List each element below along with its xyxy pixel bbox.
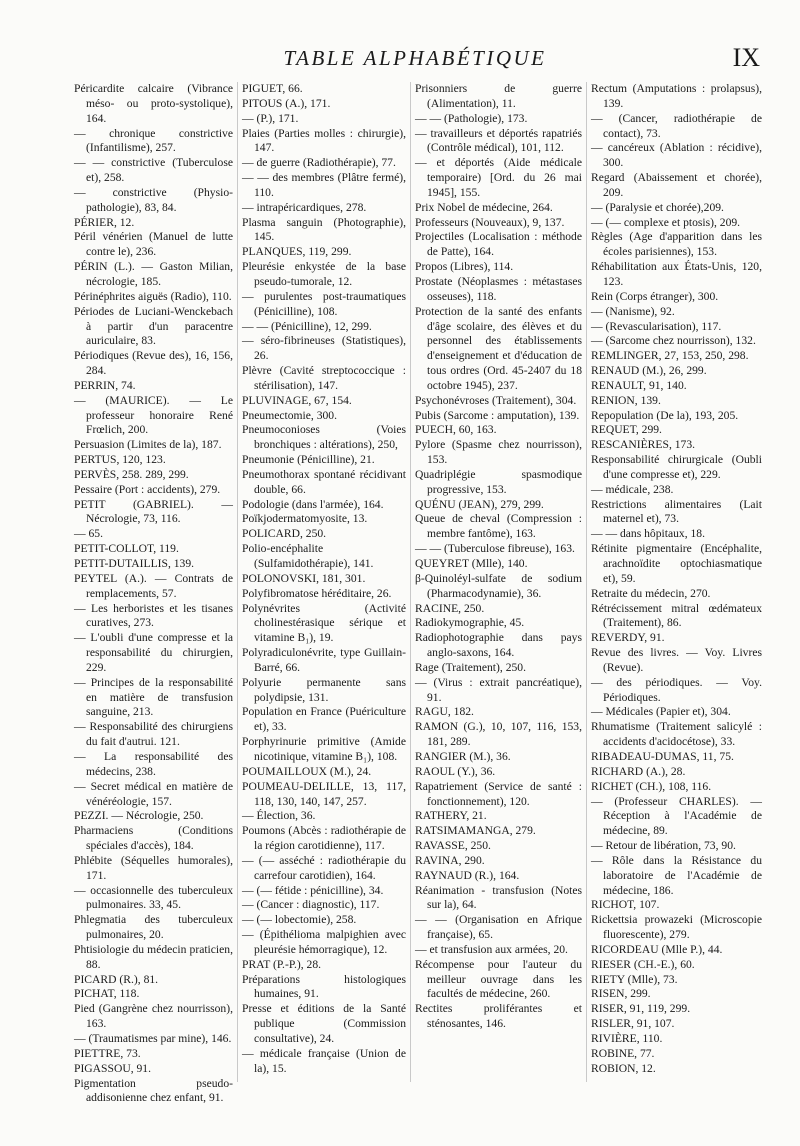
index-entry: Population en France (Puériculture et), 33. xyxy=(242,705,406,734)
index-entry: RAGU, 182. xyxy=(415,705,474,719)
index-entry: Pneumothorax spontané récidivant double, 66. xyxy=(242,467,406,496)
index-entry: — Responsabilité des chirurgiens du fait d'autrui. 121. xyxy=(74,720,233,749)
index-entry: PERTUS, 120, 123. xyxy=(74,453,166,467)
index-entry: Pneumectomie, 300. xyxy=(242,408,337,422)
index-entry: RATHERY, 21. xyxy=(415,809,487,823)
index-entry: PÉRIN (L.). — Gaston Milian, nécrologie, 185. xyxy=(74,260,233,288)
index-entry: — 65. xyxy=(74,527,103,541)
index-entry: — séro-fibrineuses (Statistiques), 26. xyxy=(242,334,406,363)
index-entry: RICHARD (A.), 28. xyxy=(591,764,686,778)
index-columns xyxy=(72,82,766,1105)
index-entry: Plasma sanguin (Photographie), 145. xyxy=(242,215,406,244)
index-entry: Rage (Traitement), 250. xyxy=(415,660,526,674)
index-entry: — (Épithélioma malpighien avec pleurésie hémorragique), 12. xyxy=(242,928,406,956)
index-entry: RISLER, 91, 107. xyxy=(591,1017,675,1031)
index-entry: Psychonévroses (Traitement), 304. xyxy=(415,393,577,407)
index-entry: Regard (Abaissement et chorée), 209. xyxy=(591,171,762,199)
index-entry: RIETY (Mlle), 73. xyxy=(591,972,678,986)
index-entry: RAVASSE, 250. xyxy=(415,839,491,853)
index-entry: PETIT-COLLOT, 119. xyxy=(74,542,179,556)
index-entry: RESCANIÈRES, 173. xyxy=(591,438,696,452)
index-entry: — — dans hôpitaux, 18. xyxy=(591,527,705,541)
index-entry: Rapatriement (Service de santé : fonctionnement), 120. xyxy=(415,779,582,808)
running-title: TABLE ALPHABÉTIQUE xyxy=(283,46,547,70)
index-entry: Quadriplégie spasmodique progressive, 153. xyxy=(415,467,582,496)
index-entry: Restrictions alimentaires (Lait maternel et), 73. xyxy=(591,497,762,526)
index-entry: Pleurésie enkystée de la base pseudo-tumorale, 12. xyxy=(242,260,406,288)
index-entry: RAVINA, 290. xyxy=(415,853,485,867)
index-entry: Podologie (dans l'armée), 164. xyxy=(242,497,384,511)
index-entry: — cancéreux (Ablation : récidive), 300. xyxy=(591,141,762,170)
index-entry: PÉRIER, 12. xyxy=(74,215,135,229)
index-entry: — (Professeur CHARLES). — Réception à l'Académie de médecine, 89. xyxy=(591,794,762,838)
index-entry: Radiokymographie, 45. xyxy=(415,616,525,630)
index-entry: Plaies (Parties molles : chirurgie), 147. xyxy=(242,126,406,155)
index-column-1 xyxy=(72,82,237,1105)
index-column-4 xyxy=(586,82,766,1082)
index-entry: RENAULT, 91, 140. xyxy=(591,378,687,392)
index-entry: Rétrécissement mitral œdémateux (Traitement), 86. xyxy=(591,601,762,630)
index-entry: — Retour de libération, 73, 90. xyxy=(591,839,736,853)
index-entry: — Rôle dans la Résistance du laboratoire de l'Académie de médecine, 186. xyxy=(591,853,762,897)
index-entry: — occasionnelle des tuberculeux pulmonaires. 33, 45. xyxy=(74,883,233,912)
index-entry: REMLINGER, 27, 153, 250, 298. xyxy=(591,349,749,363)
index-entry: — (Traumatismes par mine), 146. xyxy=(74,1032,232,1045)
index-entry: — — (Tuberculose fibreuse), 163. xyxy=(415,542,575,556)
index-entry: — intrapéricardiques, 278. xyxy=(242,200,367,214)
index-entry: Queue de cheval (Compression : membre fantôme), 163. xyxy=(415,512,582,541)
index-entry: PUECH, 60, 163. xyxy=(415,423,497,437)
index-entry: — travailleurs et déportés rapatriés (Contrôle médical), 101, 112. xyxy=(415,126,582,155)
index-entry: PRAT (P.-P.), 28. xyxy=(242,957,322,971)
index-entry: Propos (Libres), 114. xyxy=(415,260,514,274)
index-entry: PEYTEL (A.). — Contrats de remplacements, 57. xyxy=(74,571,233,600)
index-entry: Pneumonie (Pénicilline), 21. xyxy=(242,453,375,467)
index-entry: Retraite du médecin, 270. xyxy=(591,586,711,600)
index-entry: Responsabilité chirurgicale (Oubli d'une compresse et), 229. xyxy=(591,453,762,481)
index-entry: Poumons (Abcès : radiothérapie de la région carotidienne), 117. xyxy=(242,824,406,853)
index-entry: Réhabilitation aux États-Unis, 120, 123. xyxy=(591,260,762,288)
index-entry: — — (Pathologie), 173. xyxy=(415,111,528,125)
index-entry: Phlegmatia des tuberculeux pulmonaires, 20. xyxy=(74,913,233,942)
index-entry: Professeurs (Nouveaux), 9, 137. xyxy=(415,215,565,229)
index-entry: RAMON (G.), 10, 107, 116, 153, 181, 289. xyxy=(415,720,582,749)
index-entry: POLICARD, 250. xyxy=(242,527,327,541)
index-entry: Pharmaciens (Conditions spéciales d'accès), 184. xyxy=(74,824,233,853)
index-entry: — (Cancer : diagnostic), 117. xyxy=(242,898,380,912)
index-entry: — (— asséché : radiothérapie du carrefour carotidien), 164. xyxy=(242,853,406,882)
index-entry: RENAUD (M.), 26, 299. xyxy=(591,364,707,378)
index-entry: — (Revascularisation), 117. xyxy=(591,319,722,333)
index-entry: PLUVINAGE, 67, 154. xyxy=(242,393,352,407)
index-entry: Polio-encéphalite (Sulfamidothérapie), 141. xyxy=(242,542,374,570)
index-entry: — et transfusion aux armées, 20. xyxy=(415,942,568,956)
index-column-3 xyxy=(410,82,586,1082)
index-entry: Périnéphrites aiguës (Radio), 110. xyxy=(74,289,232,303)
index-entry: — des périodiques. — Voy. Périodiques. xyxy=(591,675,762,704)
index-entry: RACINE, 250. xyxy=(415,601,485,615)
index-entry: Poïkjodermatomyosite, 13. xyxy=(242,512,368,526)
index-entry: RENION, 139. xyxy=(591,393,661,407)
index-entry: — de guerre (Radiothérapie), 77. xyxy=(242,156,396,170)
index-entry: — — (Organisation en Afrique française), 65. xyxy=(415,913,582,942)
index-entry: Polyurie permanente sans polydipsie, 131. xyxy=(242,675,406,704)
index-entry: — Médicales (Papier et), 304. xyxy=(591,705,731,719)
index-entry: — (— complexe et ptosis), 209. xyxy=(591,215,741,229)
index-entry: — Élection, 36. xyxy=(242,809,316,823)
index-entry: Récompense pour l'auteur du meilleur ouvrage dans les facultés de médecine, 260. xyxy=(415,957,582,1001)
index-entry: PIGUET, 66. xyxy=(242,82,303,95)
index-entry: PETIT-DUTAILLIS, 139. xyxy=(74,557,195,570)
index-entry: Rétinite pigmentaire (Encéphalite, arachnoïdite optochiasmatique et), 59. xyxy=(591,542,762,585)
index-entry: Prostate (Néoplasmes : métastases osseuses), 118. xyxy=(415,274,582,303)
index-entry: Péricardite calcaire (Vibrance méso- ou proto-systolique), 164. xyxy=(74,82,233,125)
index-entry: Presse et éditions de la Santé publique (Commission consultative), 24. xyxy=(242,1002,406,1045)
index-entry: Porphyrinurie primitive (Amide nicotinique, vitamine B₁), 108. xyxy=(242,735,406,763)
index-entry: Pylore (Spasme chez nourrisson), 153. xyxy=(415,438,582,467)
index-entry: — (Paralysie et chorée),209. xyxy=(591,200,724,214)
index-entry: Plèvre (Cavité streptococcique : stérilisation), 147. xyxy=(242,364,406,392)
index-column-2 xyxy=(237,82,410,1082)
index-entry: QUÉNU (JEAN), 279, 299. xyxy=(415,497,544,511)
index-entry: PEZZI. — Nécrologie, 250. xyxy=(74,809,204,823)
index-entry: — Les herboristes et les tisanes curatives, 273. xyxy=(74,601,233,630)
index-entry: POUMEAU-DELILLE, 13, 117, 118, 130, 140, 147, 257. xyxy=(242,779,406,808)
index-entry: RICHET (CH.), 108, 116. xyxy=(591,779,712,793)
index-entry: Prix Nobel de médecine, 264. xyxy=(415,200,553,214)
index-entry: Rectites proliférantes et sténosantes, 146. xyxy=(415,1002,582,1031)
index-entry: — médicale française (Union de la), 15. xyxy=(242,1046,406,1075)
page-header xyxy=(70,43,760,86)
index-entry: — La responsabilité des médecins, 238. xyxy=(74,749,233,778)
index-entry: RISEN, 299. xyxy=(591,987,651,1001)
index-entry: RATSIMAMANGA, 279. xyxy=(415,824,536,838)
index-entry: Rhumatisme (Traitement salicylé : accidents d'acidocétose), 33. xyxy=(591,720,762,749)
index-entry: Protection de la santé des enfants d'âge scolaire, des élèves et du personnel des établissements d'enseignement et d'éducation de tous ordres (Ord. 45-2407 du 18 octobre 1945), 237. xyxy=(415,304,582,392)
index-entry: — (Virus : extrait pancréatique), 91. xyxy=(415,675,582,704)
index-entry: Revue des livres. — Voy. Livres (Revue). xyxy=(591,646,762,674)
index-entry: Règles (Age d'apparition dans les écoles parisiennes), 153. xyxy=(591,230,762,259)
index-entry: PERVÈS, 258. 289, 299. xyxy=(74,467,189,481)
index-entry: Radiophotographie dans pays anglo-saxons, 164. xyxy=(415,631,582,660)
index-entry: REQUET, 299. xyxy=(591,423,662,437)
index-entry: — (P.), 171. xyxy=(242,111,299,125)
index-entry: Pneumoconioses (Voies bronchiques : altérations), 250, xyxy=(242,423,406,452)
index-entry: — chronique constrictive (Infantilisme), 257. xyxy=(74,126,233,155)
index-entry: RISER, 91, 119, 299. xyxy=(591,1002,691,1016)
index-entry: — (Sarcome chez nourrisson), 132. xyxy=(591,334,756,348)
index-entry: — L'oubli d'une compresse et la responsabilité du chirurgien, 229. xyxy=(74,631,233,674)
index-entry: Périodiques (Revue des), 16, 156, 284. xyxy=(74,349,233,378)
index-entry: RAOUL (Y.), 36. xyxy=(415,764,496,778)
index-entry: POLONOVSKI, 181, 301. xyxy=(242,571,366,585)
index-entry: — — constrictive (Tuberculose et), 258. xyxy=(74,156,233,185)
index-entry: Péril vénérien (Manuel de lutte contre le), 236. xyxy=(74,230,233,259)
page-number: IX xyxy=(732,43,760,72)
index-entry: RIBADEAU-DUMAS, 11, 75. xyxy=(591,749,734,763)
index-entry: — et déportés (Aide médicale temporaire) [Ord. du 26 mai 1945], 155. xyxy=(415,156,582,199)
index-entry: — Principes de la responsabilité en matière de transfusion sanguine, 213. xyxy=(74,675,233,719)
index-entry: Projectiles (Localisation : méthode de Patte), 164. xyxy=(415,230,582,259)
index-entry: — (— fétide : pénicilline), 34. xyxy=(242,883,384,897)
index-entry: Pigmentation pseudo-addisonienne chez enfant, 91. xyxy=(74,1076,233,1105)
index-entry: POUMAILLOUX (M.), 24. xyxy=(242,764,372,778)
index-entry: Périodes de Luciani-Wenckebach à partir d'un paracentre auriculaire, 83. xyxy=(74,304,233,348)
index-entry: RIESER (CH.-E.), 60. xyxy=(591,957,695,971)
index-entry: PICHAT, 118. xyxy=(74,987,140,1001)
index-entry: Pessaire (Port : accidents), 279. xyxy=(74,482,221,496)
index-entry: — Secret médical en matière de vénéréologie, 157. xyxy=(74,779,233,808)
index-entry: Rectum (Amputations : prolapsus), 139. xyxy=(591,82,762,110)
index-entry: PETIT (GABRIEL). — Nécrologie, 73, 116. xyxy=(74,497,233,526)
index-entry: REVERDY, 91. xyxy=(591,631,665,645)
index-entry: — (— lobectomie), 258. xyxy=(242,913,357,927)
index-entry: QUEYRET (Mlle), 140. xyxy=(415,557,528,570)
index-entry: ROBINE, 77. xyxy=(591,1046,655,1060)
index-entry: Pubis (Sarcome : amputation), 139. xyxy=(415,408,580,422)
index-entry: RICHOT, 107. xyxy=(591,898,660,912)
index-entry: — (Nanisme), 92. xyxy=(591,304,675,318)
index-entry: PITOUS (A.), 171. xyxy=(242,96,331,110)
index-entry: RIVIÈRE, 110. xyxy=(591,1032,663,1045)
index-entry: Réanimation - transfusion (Notes sur la), 64. xyxy=(415,883,582,912)
index-entry: Polyfibromatose héréditaire, 26. xyxy=(242,586,392,600)
index-entry: Rickettsia prowazeki (Microscopie fluorescente), 279. xyxy=(591,913,762,942)
index-entry: PIETTRE, 73. xyxy=(74,1046,141,1060)
index-entry: — constrictive (Physio-pathologie), 83, 84. xyxy=(74,185,233,214)
index-entry: — (MAURICE). — Le professeur honoraire René Frœlich, 200. xyxy=(74,393,233,437)
index-entry: — — (Pénicilline), 12, 299. xyxy=(242,319,372,333)
index-entry: — purulentes post-traumatiques (Pénicilline), 108. xyxy=(242,289,406,318)
index-entry: Pied (Gangrène chez nourrisson), 163. xyxy=(74,1002,233,1031)
index-entry: PERRIN, 74. xyxy=(74,378,136,392)
index-entry: — — des membres (Plâtre fermé), 110. xyxy=(242,171,406,199)
index-entry: Phtisiologie du médecin praticien, 88. xyxy=(74,942,233,971)
index-entry: ROBION, 12. xyxy=(591,1061,656,1075)
index-entry: Rein (Corps étranger), 300. xyxy=(591,289,719,303)
index-entry: Phlébite (Séquelles humorales), 171. xyxy=(74,853,233,882)
index-entry: RANGIER (M.), 36. xyxy=(415,749,511,763)
index-entry: PICARD (R.), 81. xyxy=(74,972,159,986)
index-entry: Polynévrites (Activité cholinestérasique sérique et vitamine B₁), 19. xyxy=(242,601,406,645)
index-entry: PIGASSOU, 91. xyxy=(74,1061,151,1075)
index-entry: Repopulation (De la), 193, 205. xyxy=(591,408,739,422)
index-entry: β-Quinoléyl-sulfate de sodium (Pharmacodynamie), 36. xyxy=(415,571,582,600)
index-entry: — médicale, 238. xyxy=(591,482,674,496)
index-entry: PLANQUES, 119, 299. xyxy=(242,245,352,259)
index-entry: — (Cancer, radiothérapie de contact), 73. xyxy=(591,111,762,140)
index-entry: Polyradiculonévrite, type Guillain-Barré, 66. xyxy=(242,646,406,674)
index-entry: Prisonniers de guerre (Alimentation), 11. xyxy=(415,82,582,110)
index-entry: RAYNAUD (R.), 164. xyxy=(415,868,520,882)
index-entry: RICORDEAU (Mlle P.), 44. xyxy=(591,942,723,956)
index-entry: Préparations histologiques humaines, 91. xyxy=(242,972,406,1001)
index-entry: Persuasion (Limites de la), 187. xyxy=(74,438,222,452)
